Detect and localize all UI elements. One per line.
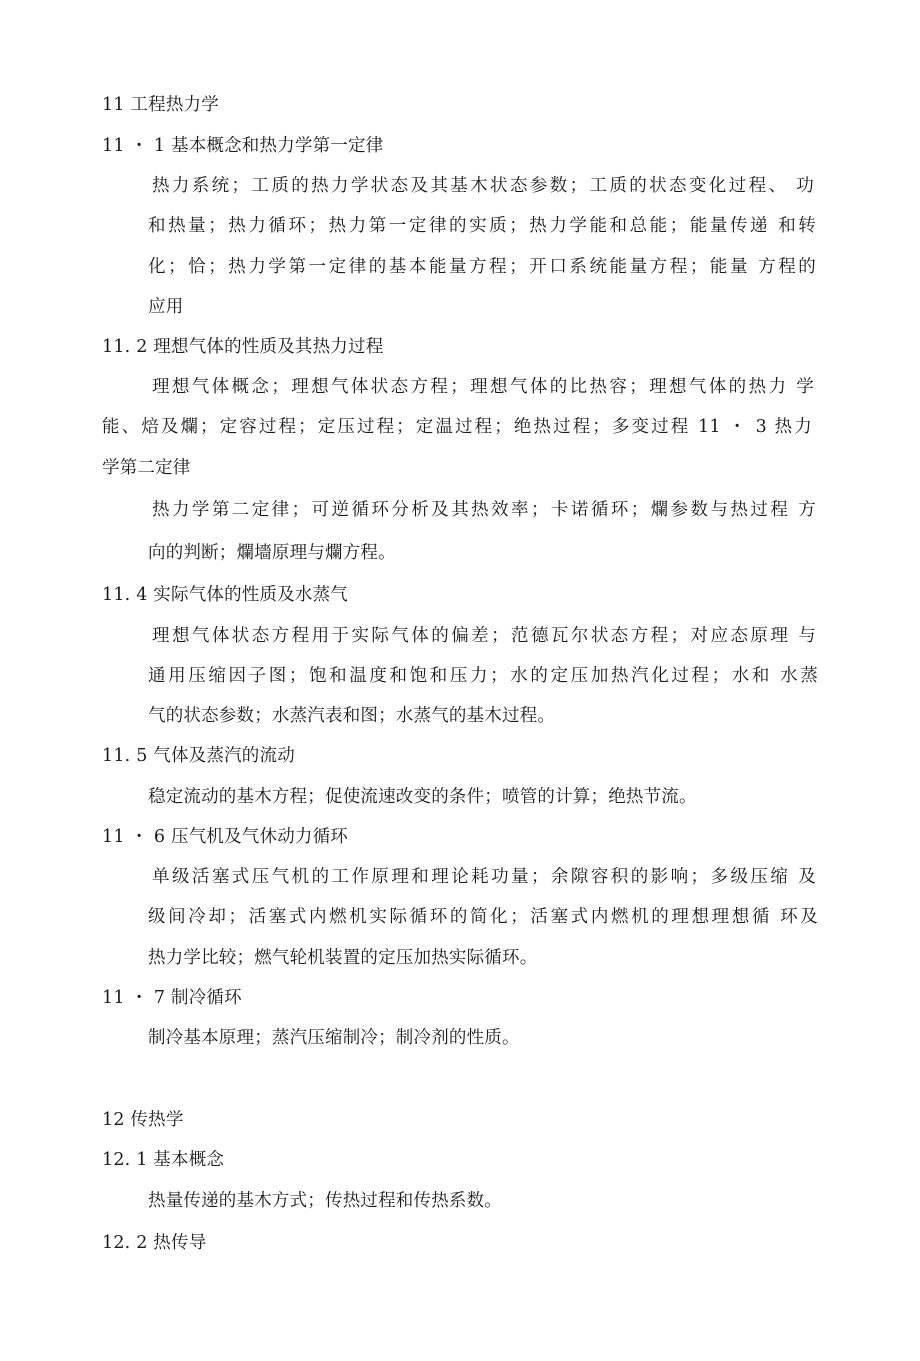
paragraph-line: 热力学第二定律；可逆循环分析及其热效率；卡诺循环；爛参数与热过程 方 [152,500,816,520]
section-title-12-1: 12. 1 基本概念 [102,1150,225,1170]
paragraph-line: 单级活塞式压气机的工作原理和理论耗功量；余隙容积的影响；多级压缩 及 [152,867,816,887]
paragraph-line: 制冷基本原理；蒸汽压缩制冷；制冷剂的性质。 [148,1028,520,1048]
paragraph-line: 向的判断；爛墻原理与爛方程。 [148,543,396,563]
section-title-12-2: 12. 2 热传导 [102,1233,207,1253]
section-title-12: 12 传热学 [102,1110,184,1130]
paragraph-line: 稳定流动的基木方程；促使流速改变的条件；喷管的计算；绝热节流。 [148,787,697,807]
paragraph-line: 理想气体状态方程用于实际气体的偏差；范德瓦尔状态方程；对应态原理 与 [152,626,816,646]
paragraph-line: 热力系统；工质的热力学状态及其基木状态参数；工质的状态变化过程、 功 [152,176,814,196]
paragraph-line: 热力学比较；燃气轮机装置的定压加热实际循环。 [148,948,538,968]
section-title-11-6: 11 ・ 6 压气机及气休动力循环 [102,827,348,847]
section-title-11-5: 11. 5 气体及蒸汽的流动 [102,746,295,766]
paragraph-line: 通用压缩因子图；饱和温度和饱和压力；水的定压加热汽化过程；水和 水蒸 [148,666,818,686]
section-title-11-4: 11. 4 实际气体的性质及水蒸气 [102,585,348,605]
paragraph-line: 化；恰；热力学第一定律的基本能量方程；开口系统能量方程；能量 方程的 [148,257,816,277]
section-title-11-7: 11 ・ 7 制冷循环 [102,988,242,1008]
section-title-11-2: 11. 2 理想气体的性质及其热力过程 [102,337,384,357]
section-title-11-1: 11 ・ 1 基本概念和热力学第一定律 [102,136,384,156]
paragraph-line: 能、焙及爛；定容过程；定压过程；定温过程；绝热过程；多变过程 11 ・ 3 热力 [102,417,812,437]
section-title-11: 11 工程热力学 [102,95,219,115]
paragraph-line: 应用 [148,297,184,317]
paragraph-line: 气的状态参数；水蒸汽表和图；水蒸气的基木过程。 [148,706,556,726]
paragraph-line: 和热量；热力循环；热力第一定律的实质；热力学能和总能；能量传递 和转 [148,216,816,236]
paragraph-line: 学第二定律 [102,458,191,478]
paragraph-line: 理想气体概念；理想气体状态方程；理想气体的比热容；理想气体的热力 学 [152,377,814,397]
paragraph-line: 热量传递的基木方式；传热过程和传热系数。 [148,1191,502,1211]
paragraph-line: 级间冷却；活塞式内燃机实际循环的简化；活塞式内燃机的理想理想循 环及 [148,907,818,927]
